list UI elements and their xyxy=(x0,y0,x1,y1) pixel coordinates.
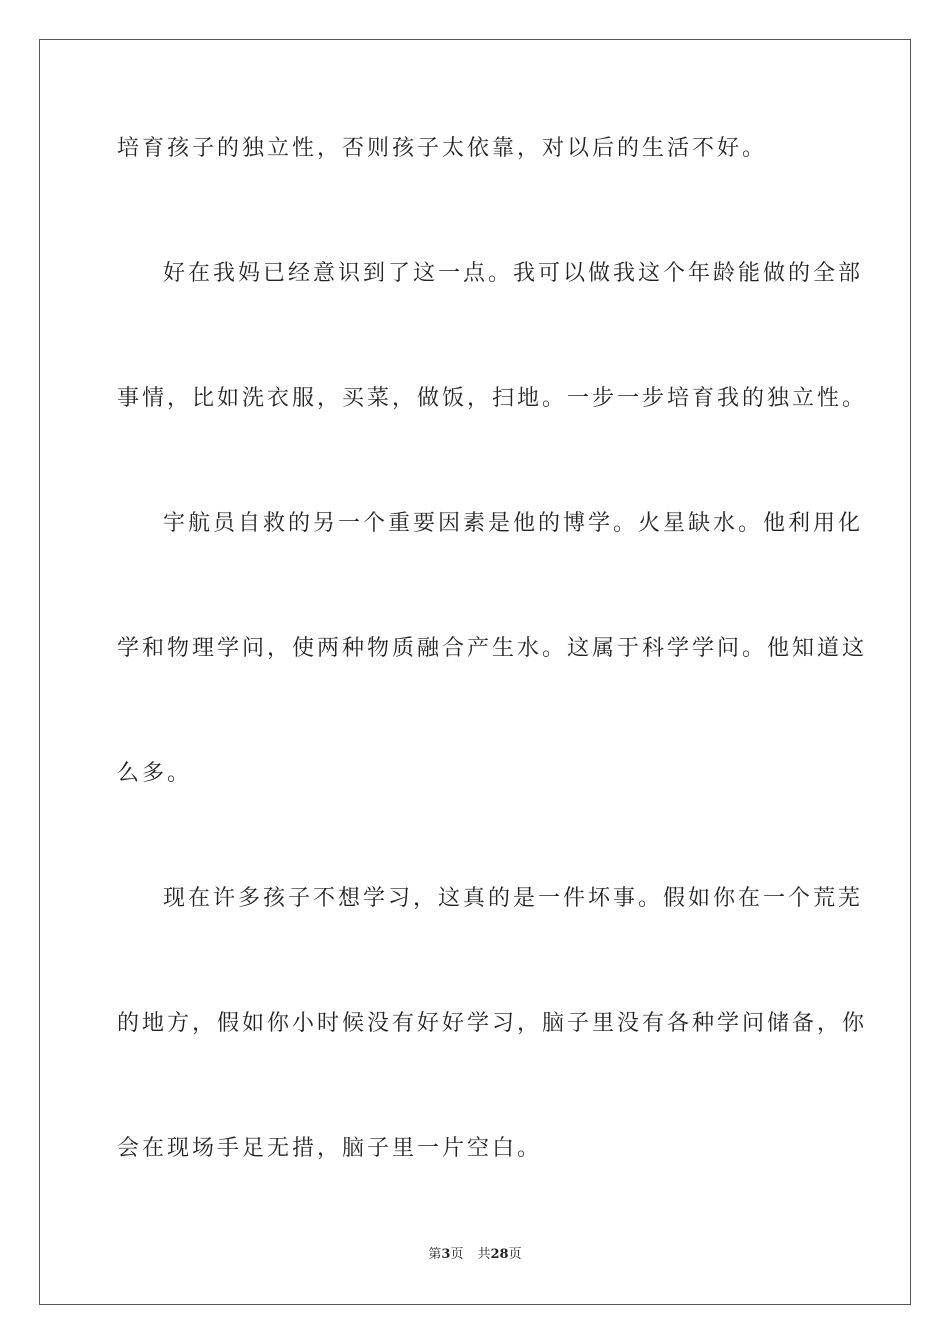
total-pages-number: 28 xyxy=(490,1247,509,1262)
text-line: 宇航员自救的另一个重要因素是他的博学。火星缺水。他利用化 xyxy=(163,511,864,536)
text-line: 学和物理学问，使两种物质融合产生水。这属于科学学问。他知道这 xyxy=(117,636,868,661)
text-line: 事情，比如洗衣服，买菜，做饭，扫地。一步一步培育我的独立性。 xyxy=(117,386,868,411)
total-prefix: 共 xyxy=(477,1247,491,1262)
text-line: 好在我妈已经意识到了这一点。我可以做我这个年龄能做的全部 xyxy=(163,261,864,286)
total-suffix: 页 xyxy=(508,1247,522,1262)
current-page-number: 3 xyxy=(441,1247,451,1262)
page-prefix: 第 xyxy=(428,1247,442,1262)
text-line: 现在许多孩子不想学习，这真的是一件坏事。假如你在一个荒芜 xyxy=(163,886,864,911)
text-line: 么多。 xyxy=(117,761,193,786)
text-line: 会在现场手足无措，脑子里一片空白。 xyxy=(117,1136,543,1161)
text-line: 的地方，假如你小时候没有好好学习，脑子里没有各种学问储备，你 xyxy=(117,1011,868,1036)
page-border xyxy=(39,39,911,1305)
text-line: 培育孩子的独立性，否则孩子太依靠，对以后的生活不好。 xyxy=(117,136,768,161)
page-footer xyxy=(0,1246,950,1264)
page-suffix: 页 xyxy=(450,1247,464,1262)
